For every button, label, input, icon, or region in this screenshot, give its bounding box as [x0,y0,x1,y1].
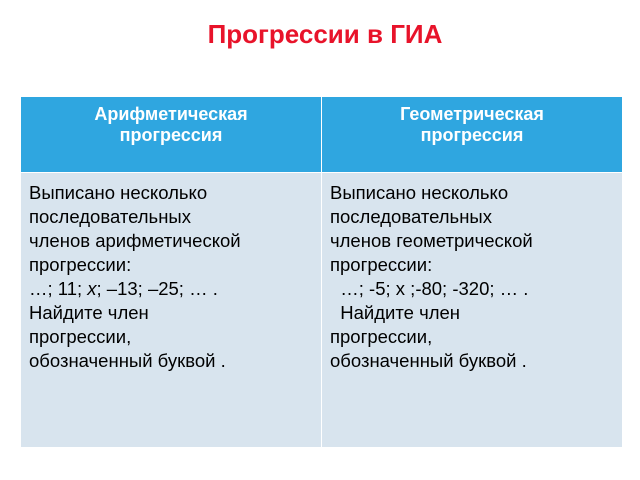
header-geometric-line1: Геометрическая [400,104,544,124]
arithmetic-text-line: прогрессии: [29,254,132,275]
geometric-task-line: обозначенный буквой . [330,350,527,371]
arithmetic-task-line: прогрессии, [29,326,132,347]
arithmetic-sequence-variable: x [87,278,97,299]
arithmetic-sequence [29,277,315,301]
arithmetic-text-line: последовательных [29,206,191,227]
header-arithmetic-line2: прогрессия [119,125,223,145]
geometric-text-line: прогрессии: [330,254,433,275]
arithmetic-task-line: Найдите член [29,302,149,323]
geometric-text-line: членов геометрической [330,230,533,251]
body-row [21,173,623,448]
geometric-task-line: Найдите член [330,302,461,323]
arithmetic-cell [21,173,322,448]
progressions-table [20,96,623,448]
header-arithmetic-line1: Арифметическая [94,104,248,124]
header-arithmetic [21,97,322,173]
arithmetic-sequence-end: ; –13; –25; … . [96,278,218,299]
header-geometric [322,97,623,173]
geometric-task-line: прогрессии, [330,326,433,347]
geometric-text-line: Выписано несколько [330,182,509,203]
header-row [21,97,623,173]
arithmetic-text-line: членов арифметической [29,230,241,251]
header-geometric-line2: прогрессия [420,125,524,145]
arithmetic-text-line: Выписано несколько [29,182,208,203]
geometric-sequence: …; -5; x ;-80; -320; … . [330,278,529,299]
page-title: Прогрессии в ГИА [207,19,443,49]
geometric-cell [322,173,623,448]
arithmetic-task-line: обозначенный буквой . [29,350,226,371]
arithmetic-sequence-start: …; 11; [29,278,88,299]
geometric-text-line: последовательных [330,206,492,227]
